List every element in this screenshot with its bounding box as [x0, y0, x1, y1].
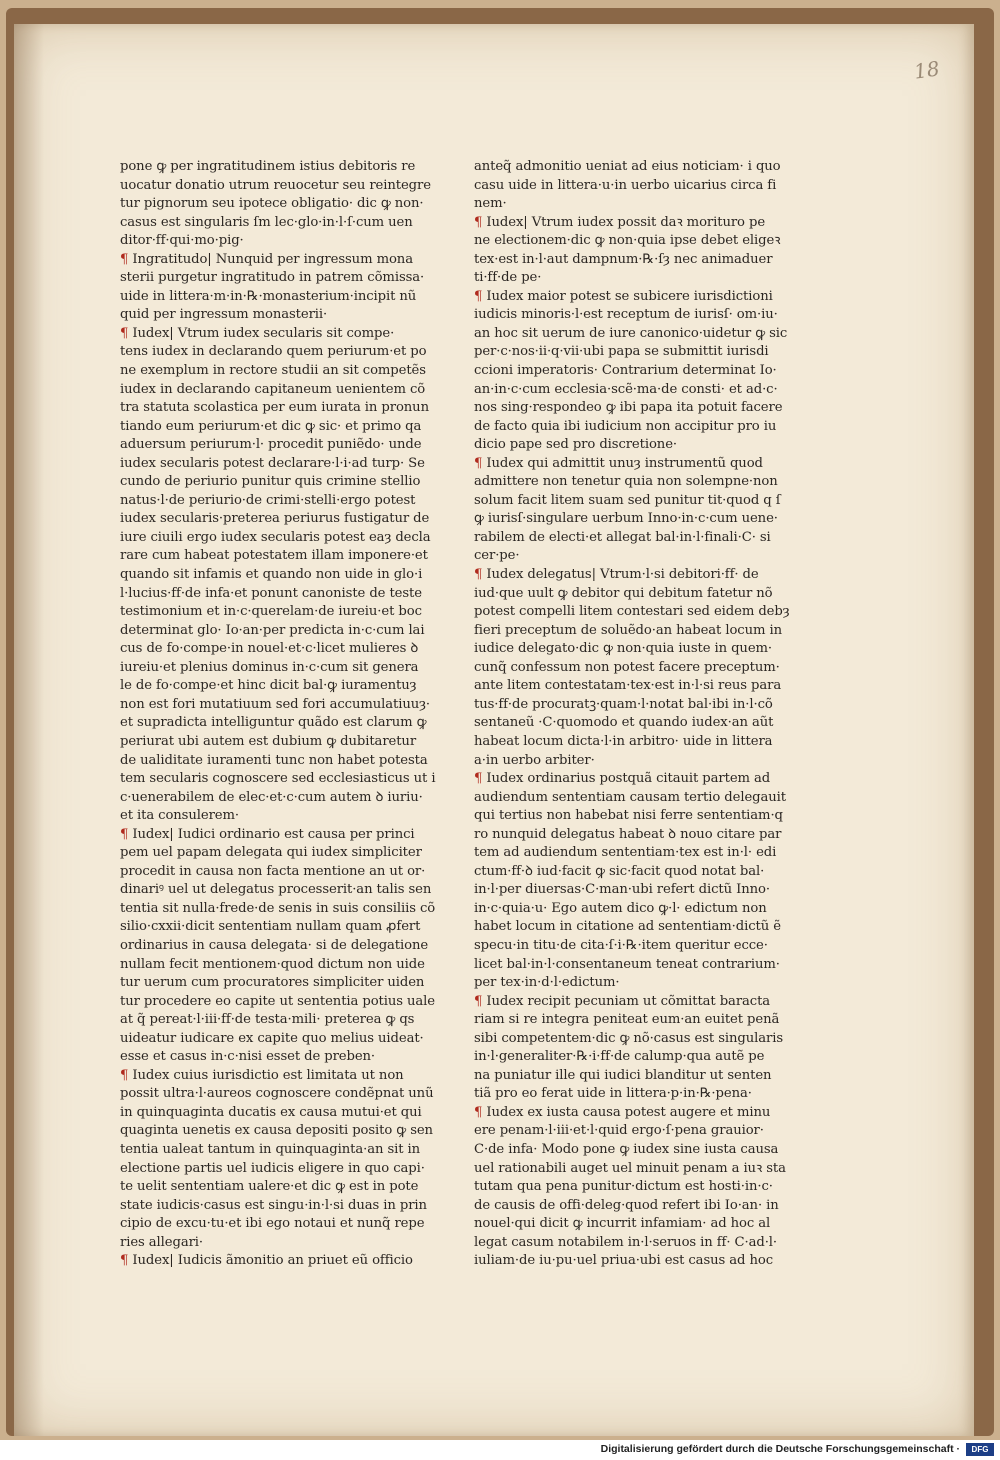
text-line: cunq̃ confessum non potest facere preceptum·: [474, 659, 780, 675]
text-line: dicio pape sed pro discretione·: [474, 437, 677, 453]
text-line: licet bal·in·l·consentaneum teneat contrarium·: [474, 956, 780, 972]
text-line: te uelit sententiam ualere·et dic ꝙ est in pote: [120, 1179, 419, 1195]
text-line: cundo de periurio punitur quis crimine stellio: [120, 474, 421, 490]
text-line: casus est singularis ſm lec·glo·in·l·ſ·cum uen: [120, 214, 413, 230]
text-line: ¶ Iudex cuius iurisdictio est limitata ut non: [120, 1067, 404, 1083]
text-line: ¶ Iudex ex iusta causa potest augere et minu: [474, 1104, 771, 1120]
text-line: tem ad audiendum sententiam·tex est in·l· edi: [474, 845, 777, 861]
text-line: determinat glo· Io·an·per predicta in·c·cum lai: [120, 622, 425, 638]
text-line: ¶ Iudex ordinarius postquã citauit partem ad: [474, 771, 771, 787]
text-line: de ualiditate iuramenti tunc non habet potesta: [120, 752, 428, 768]
text-line: tur pignorum seu ipotece obligatio· dic ꝙ non·: [120, 196, 424, 212]
text-line: ti·ff·de pe·: [474, 270, 542, 286]
text-line: ante litem contestatam·tex·est in·l·si reus para: [474, 678, 782, 694]
text-line: iudex secularis·preterea periurus fustigatur de: [120, 511, 430, 527]
text-line: iureiu·et plenius dominus in·c·cum sit genera: [120, 659, 419, 675]
text-line: c·uenerabilem de elec·et·c·cum autem ꝺ iuriu·: [120, 789, 423, 805]
text-line: pem uel papam delegata qui iudex simpliciter: [120, 845, 422, 861]
paragraph-mark: ¶: [120, 251, 129, 267]
text-line: in·l·per diuersas·C·man·ubi refert dictũ Inno·: [474, 882, 770, 898]
text-line: qui tertius non habebat nisi ferre sententiam·q: [474, 808, 783, 824]
text-line: tentia ualeat tantum in quinquaginta·an sit in: [120, 1141, 421, 1157]
text-line: habeat locum dicta·l·in arbitro· uide in littera: [474, 733, 773, 749]
text-line: quando sit infamis et quando non uide in glo·i: [120, 567, 423, 583]
text-line: tem secularis cognoscere sed ecclesiasticus ut i: [120, 771, 436, 787]
paragraph-mark: ¶: [120, 826, 129, 842]
text-line: et supradicta intelliguntur quãdo est clarum ꝙ: [120, 715, 427, 731]
text-line: a·in uerbo arbiter·: [474, 752, 595, 768]
text-line: nullam fecit mentionem·quod dictum non uide: [120, 956, 425, 972]
text-line: in quinquaginta ducatis ex causa mutui·et qui: [120, 1104, 422, 1120]
text-line: quaginta uenetis ex causa depositi posito ꝙ sen: [120, 1123, 433, 1139]
text-line: iudicis minoris·l·est receptum de iurisſ· om·iu·: [474, 307, 778, 323]
text-line: ¶ Iudex| Vtrum iudex secularis sit compe·: [120, 325, 395, 341]
text-line: ¶ Iudex delegatus| Vtrum·l·si debitori·ff· de: [474, 567, 759, 583]
text-line: ro nunquid delegatus habeat ꝺ nouo citare par: [474, 826, 782, 842]
text-line: non est fori mutatiuum sed fori accumulatiuuȝ·: [120, 696, 430, 712]
text-line: tur procedere eo capite ut sententia potius uale: [120, 993, 435, 1009]
paragraph-mark: ¶: [474, 455, 483, 471]
text-line: iudex secularis potest declarare·l·i·ad turp· Se: [120, 455, 425, 471]
text-line: ne electionem·dic ꝙ non·quia ipse debet eligeꝛ: [474, 233, 781, 249]
text-line: possit ultra·l·aureos cognoscere condẽpnat unũ: [120, 1086, 434, 1102]
text-line: riam si re integra peniteat eum·an euitet penã: [474, 1012, 780, 1028]
text-line: admittere non tenetur quia non solempne·non: [474, 474, 778, 490]
text-line: potest compelli litem contestari sed eidem debȝ: [474, 604, 790, 620]
text-line: sterii purgetur ingratitudo in patrem cõmissa·: [120, 270, 425, 286]
folio-number: 18: [912, 56, 941, 84]
text-line: in·c·quia·u· Ego autem dico ꝙ·l· edictum non: [474, 900, 767, 916]
text-line: uel rationabili auget uel minuit penam a iuꝛ sta: [474, 1160, 786, 1176]
text-line: esse et casus in·c·nisi esset de preben·: [120, 1049, 376, 1065]
text-line: tra statuta scolastica per eum iurata in pronun: [120, 400, 429, 416]
paragraph-mark: ¶: [120, 1253, 129, 1269]
text-line: ¶ Iudex| Iudici ordinario est causa per princi: [120, 826, 415, 842]
text-line: ¶ Iudex| Vtrum iudex possit daꝛ morituro pe: [474, 214, 766, 230]
text-line: ¶ Iudex| Iudicis ãmonitio an priuet eũ officio: [120, 1253, 413, 1269]
text-line: ¶ Iudex recipit pecuniam ut cõmittat baracta: [474, 993, 771, 1009]
text-line: de facto quia ibi iudicium non accipitur pro iu: [474, 418, 777, 434]
text-line: rare cum habeat potestatem illam imponere·et: [120, 548, 428, 564]
text-line: sibi competentem·dic ꝙ nõ·casus est singularis: [474, 1030, 783, 1046]
paragraph-mark: ¶: [474, 1104, 483, 1120]
text-line: uocatur donatio utrum reuocetur seu reintegre: [120, 177, 431, 193]
text-line: le de fo·compe·et hinc dicit bal·ꝙ iuramentuȝ: [120, 678, 417, 694]
text-line: na puniatur ille qui iudici blanditur ut senten: [474, 1067, 772, 1083]
text-line: pone ꝙ per ingratitudinem istius debitoris re: [120, 159, 416, 174]
text-line: testimonium et in·c·querelam·de iureiu·et boc: [120, 604, 422, 620]
text-line: ries allegari·: [120, 1234, 204, 1250]
text-line: anteq̃ admonitio ueniat ad eius noticiam· i quo: [474, 159, 781, 174]
funding-notice: Digitalisierung gefördert durch die Deutsche Forschungsgemeinschaft ·: [600, 1443, 960, 1455]
paragraph-mark: ¶: [474, 567, 483, 583]
text-line: ¶ Iudex qui admittit unuȝ instrumentũ quod: [474, 455, 763, 471]
text-line: ¶ Ingratitudo| Nunquid per ingressum mona: [120, 251, 413, 267]
paragraph-mark: ¶: [120, 1067, 129, 1083]
text-line: iure ciuili ergo iudex secularis potest eaȝ decla: [120, 529, 431, 545]
text-line: tex·est in·l·aut dampnum·℞·ſȝ nec animaduer: [474, 251, 773, 267]
text-line: audiendum sententiam causam tertio delegauit: [474, 789, 786, 805]
text-line: electione partis uel iudicis eligere in quo capi·: [120, 1160, 425, 1176]
text-line: iudice delegato·dic ꝙ non·quia iuste in quem·: [474, 641, 773, 657]
text-line: tiando eum periurum·et dic ꝙ sic· et primo qa: [120, 418, 422, 434]
text-line: ꝙ iurisſ·singulare uerbum Inno·in·c·cum uene·: [474, 511, 778, 527]
text-line: ¶ Iudex maior potest se subicere iurisdictioni: [474, 288, 773, 304]
text-line: iuliam·de iu·pu·uel priua·ubi est casus ad hoc: [474, 1253, 773, 1269]
text-line: ctum·ff·ꝺ iud·facit ꝙ sic·facit quod notat bal·: [474, 863, 765, 879]
paragraph-mark: ¶: [120, 325, 129, 341]
text-line: l·lucius·ff·de infa·et ponunt canoniste de teste: [120, 585, 422, 601]
text-line: silio·cxxii·dicit sententiam nullam quam ꝓfert: [120, 919, 421, 935]
text-line: tutam qua pena punitur·dictum est hosti·in·c·: [474, 1179, 773, 1195]
text-line: per tex·in·d·l·edictum·: [474, 975, 620, 991]
text-line: tiã pro eo ferat uide in littera·p·in·℞·pena·: [474, 1086, 752, 1102]
text-line: ccioni imperatoris· Contrarium determinat Io·: [474, 363, 777, 379]
text-line: state iudicis·casus est singu·in·l·si duas in prin: [120, 1197, 427, 1213]
text-line: uideatur iudicare ex capite quo melius uideat·: [120, 1030, 424, 1046]
text-line: tur uerum cum procuratores simpliciter uiden: [120, 975, 425, 991]
text-line: cipio de excu·tu·et ibi ego notaui et nunq̃ repe: [120, 1216, 425, 1232]
text-line: ordinarius in causa delegata· si de delegatione: [120, 937, 429, 953]
text-line: ne exemplum in rectore studii an sit competẽs: [120, 363, 426, 379]
text-line: rabilem de electi·et allegat bal·in·l·finali·C· si: [474, 529, 771, 545]
paragraph-mark: ¶: [474, 771, 483, 787]
text-line: tens iudex in declarando quem periurum·et po: [120, 344, 427, 360]
text-line: per·c·nos·ii·q·vii·ubi papa se submittit iurisdi: [474, 344, 769, 360]
text-line: habet locum in citatione ad sententiam·dictũ ẽ: [474, 919, 781, 935]
text-line: an·in·c·cum ecclesia·scẽ·ma·de consti· et ad·c·: [474, 381, 778, 397]
text-line: ere penam·l·iii·et·l·quid ergo·ſ·pena grauior·: [474, 1123, 764, 1139]
text-line: fieri preceptum de soluẽdo·an habeat locum in: [474, 622, 782, 638]
text-line: periurat ubi autem est dubium ꝙ dubitaretur: [120, 733, 417, 749]
text-line: cer·pe·: [474, 548, 520, 564]
text-line: nos sing·respondeo ꝙ ibi papa ita potuit facere: [474, 400, 783, 416]
text-line: et ita consulerem·: [120, 808, 239, 824]
text-line: specu·in titu·de cita·ſ·i·℞·item queritur ecce·: [474, 937, 768, 953]
text-line: casu uide in littera·u·in uerbo uicarius circa fi: [474, 177, 777, 193]
text-line: de causis de offi·deleg·quod refert ibi Io·an· in: [474, 1197, 779, 1213]
footer-bar: [0, 1440, 1000, 1460]
text-line: nem·: [474, 196, 507, 212]
paragraph-mark: ¶: [474, 993, 483, 1009]
text-line: ditor·ff·qui·mo·pig·: [120, 233, 244, 249]
text-line: aduersum periurum·l· procedit puniẽdo· unde: [120, 437, 422, 453]
text-line: uide in littera·m·in·℞·monasterium·incipit nũ: [120, 288, 417, 304]
text-line: dinariꝰ uel ut delegatus processerit·an talis sen: [120, 882, 432, 898]
page-gutter-shadow: [14, 24, 44, 1436]
dfg-logo: DFG: [966, 1443, 994, 1456]
paragraph-mark: ¶: [474, 214, 483, 230]
text-line: cus de fo·compe·in nouel·et·c·licet mulieres ꝺ: [120, 641, 419, 657]
text-line: at q̃ pereat·l·iii·ff·de testa·mili· preterea ꝙ qs: [120, 1012, 415, 1028]
text-line: quid per ingressum monasterii·: [120, 307, 328, 323]
text-line: procedit in causa non facta mentione an ut or·: [120, 863, 426, 879]
text-line: legat casum notabilem in·l·seruos in ff· C·ad·l·: [474, 1234, 778, 1250]
right-text-column: [474, 158, 790, 1271]
text-line: in·l·generaliter·℞·i·ff·de calump·qua autẽ pe: [474, 1049, 765, 1065]
text-line: natus·l·de periurio·de crimi·stelli·ergo potest: [120, 492, 416, 508]
text-line: iudex in declarando capitaneum uenientem cõ: [120, 381, 426, 397]
text-line: an hoc sit uerum de iure canonico·uidetur ꝙ sic: [474, 325, 788, 341]
text-line: tentia sit nulla·frede·de senis in suis consiliis cõ: [120, 900, 436, 916]
text-line: nouel·qui dicit ꝙ incurrit infamiam· ad hoc al: [474, 1216, 771, 1232]
text-line: iud·que uult ꝙ debitor qui debitum fatetur nõ: [474, 585, 773, 601]
text-line: solum facit litem suam sed punitur tit·quod q ſ: [474, 492, 781, 508]
left-text-column: [120, 158, 435, 1271]
paragraph-mark: ¶: [474, 288, 483, 304]
text-line: tus·ff·de procuratꝫ·quam·l·notat bal·ibi in·l·cõ: [474, 696, 773, 712]
text-line: sentaneũ ·C·quomodo et quando iudex·an aũt: [474, 715, 774, 731]
text-line: C·de infa· Modo pone ꝙ iudex sine iusta causa: [474, 1141, 779, 1157]
